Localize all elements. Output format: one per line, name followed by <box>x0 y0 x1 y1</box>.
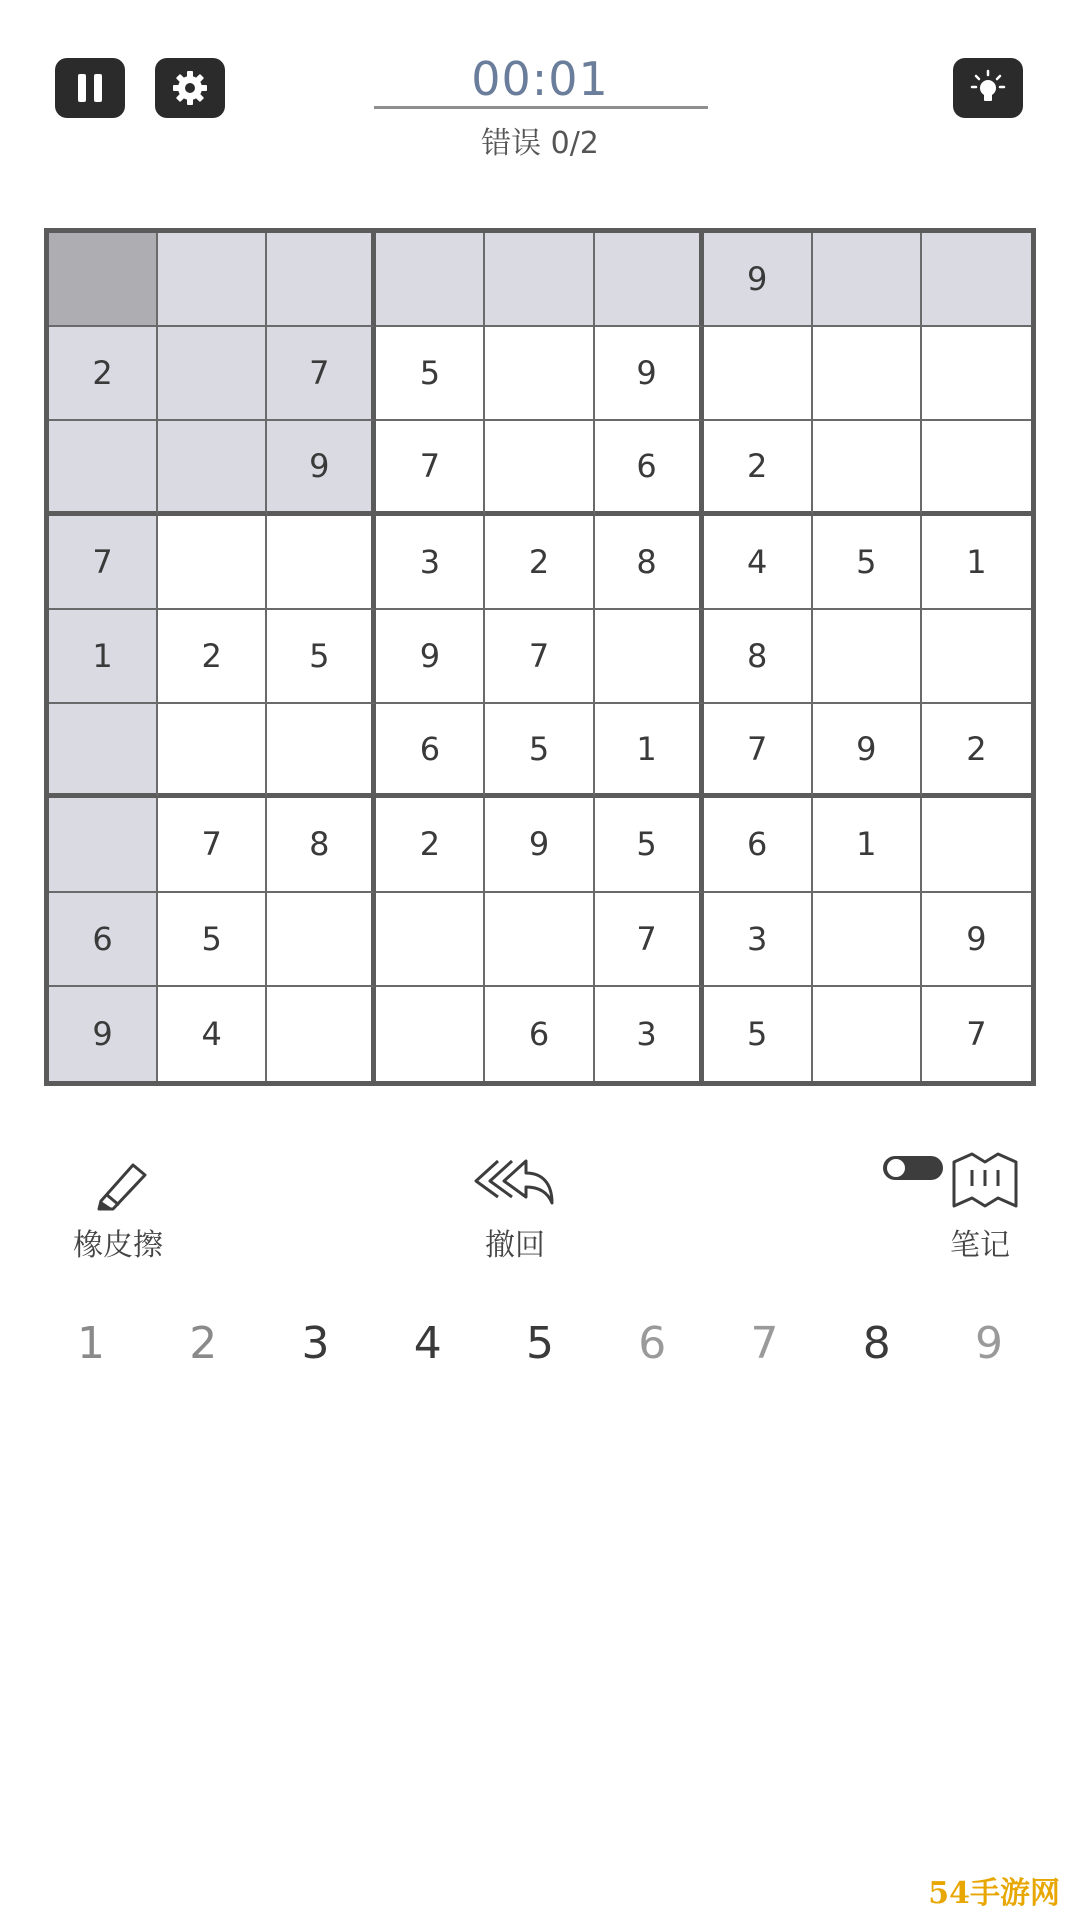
sudoku-cell[interactable] <box>376 233 485 327</box>
number-key-2[interactable]: 2 <box>189 1318 218 1369</box>
sudoku-cell[interactable] <box>813 421 922 515</box>
lightbulb-icon <box>968 68 1008 108</box>
number-pad <box>35 1318 1045 1369</box>
number-key-3[interactable]: 3 <box>301 1318 330 1369</box>
sudoku-cell[interactable]: 5 <box>376 327 485 421</box>
sudoku-cell[interactable]: 9 <box>922 893 1031 987</box>
sudoku-cell[interactable] <box>485 327 594 421</box>
sudoku-cell[interactable]: 7 <box>267 327 376 421</box>
sudoku-cell[interactable]: 7 <box>485 610 594 704</box>
sudoku-cell[interactable]: 3 <box>595 987 704 1081</box>
sudoku-cell[interactable]: 9 <box>267 421 376 515</box>
sudoku-cell[interactable]: 4 <box>704 516 813 610</box>
sudoku-cell[interactable]: 9 <box>49 987 158 1081</box>
sudoku-cell[interactable]: 6 <box>485 987 594 1081</box>
sudoku-cell[interactable]: 2 <box>485 516 594 610</box>
sudoku-cell[interactable]: 1 <box>813 798 922 892</box>
sudoku-cell[interactable]: 2 <box>922 704 1031 798</box>
sudoku-cell[interactable] <box>922 421 1031 515</box>
sudoku-cell[interactable] <box>595 233 704 327</box>
sudoku-cell[interactable]: 8 <box>704 610 813 704</box>
sudoku-cell[interactable]: 5 <box>595 798 704 892</box>
sudoku-cell[interactable]: 1 <box>49 610 158 704</box>
sudoku-cell[interactable]: 7 <box>158 798 267 892</box>
sudoku-cell[interactable]: 7 <box>49 516 158 610</box>
sudoku-cell[interactable] <box>485 893 594 987</box>
sudoku-cell[interactable] <box>49 421 158 515</box>
sudoku-cell[interactable]: 1 <box>595 704 704 798</box>
sudoku-cell[interactable]: 5 <box>813 516 922 610</box>
sudoku-cell[interactable] <box>813 893 922 987</box>
notes-label: 笔记 <box>950 1228 1010 1263</box>
timer-underline <box>374 106 708 109</box>
sudoku-cell[interactable]: 8 <box>595 516 704 610</box>
sudoku-cell[interactable] <box>922 610 1031 704</box>
sudoku-cell[interactable] <box>267 233 376 327</box>
sudoku-cell[interactable]: 5 <box>267 610 376 704</box>
sudoku-cell[interactable]: 7 <box>595 893 704 987</box>
sudoku-cell[interactable] <box>158 233 267 327</box>
sudoku-cell[interactable]: 6 <box>595 421 704 515</box>
sudoku-cell[interactable] <box>922 233 1031 327</box>
number-key-1[interactable]: 1 <box>77 1318 105 1369</box>
notes-toggle-icon[interactable] <box>880 1150 946 1186</box>
number-key-4[interactable]: 4 <box>413 1318 442 1369</box>
timer: 00:01 <box>471 52 609 106</box>
undo-label: 撤回 <box>485 1228 545 1263</box>
mistakes-counter: 错误 0/2 <box>481 126 599 161</box>
sudoku-cell[interactable]: 6 <box>49 893 158 987</box>
hint-button[interactable] <box>953 58 1023 118</box>
sudoku-cell[interactable] <box>922 327 1031 421</box>
number-key-8[interactable]: 8 <box>862 1318 891 1369</box>
sudoku-cell[interactable] <box>813 327 922 421</box>
sudoku-cell[interactable]: 6 <box>376 704 485 798</box>
sudoku-cell[interactable] <box>158 516 267 610</box>
sudoku-cell[interactable] <box>158 421 267 515</box>
sudoku-cell[interactable] <box>595 610 704 704</box>
sudoku-cell[interactable]: 7 <box>376 421 485 515</box>
sudoku-cell[interactable] <box>813 987 922 1081</box>
sudoku-cell[interactable]: 9 <box>704 233 813 327</box>
sudoku-cell[interactable] <box>922 798 1031 892</box>
sudoku-cell[interactable] <box>267 516 376 610</box>
sudoku-cell[interactable]: 8 <box>267 798 376 892</box>
sudoku-cell[interactable]: 5 <box>485 704 594 798</box>
sudoku-board <box>44 228 1036 1086</box>
sudoku-cell[interactable] <box>267 987 376 1081</box>
pencil-eraser-icon <box>83 1151 153 1211</box>
site-watermark: 54手游网 <box>928 1876 1060 1911</box>
sudoku-cell[interactable]: 9 <box>485 798 594 892</box>
sudoku-cell[interactable]: 7 <box>922 987 1031 1081</box>
undo-button[interactable] <box>460 1150 570 1264</box>
sudoku-cell[interactable]: 2 <box>376 798 485 892</box>
sudoku-cell[interactable] <box>49 798 158 892</box>
sudoku-cell[interactable] <box>704 327 813 421</box>
eraser-button[interactable] <box>58 1150 178 1264</box>
sudoku-cell[interactable] <box>267 704 376 798</box>
book-icon <box>950 1150 1020 1212</box>
sudoku-cell[interactable]: 2 <box>158 610 267 704</box>
sudoku-cell[interactable]: 3 <box>376 516 485 610</box>
eraser-label: 橡皮擦 <box>73 1228 163 1263</box>
sudoku-cell[interactable]: 5 <box>158 893 267 987</box>
sudoku-cell[interactable] <box>485 421 594 515</box>
sudoku-grid <box>49 233 1031 1081</box>
sudoku-cell[interactable]: 7 <box>704 704 813 798</box>
sudoku-cell[interactable]: 6 <box>704 798 813 892</box>
number-key-6[interactable]: 6 <box>638 1318 667 1369</box>
sudoku-cell[interactable]: 3 <box>704 893 813 987</box>
number-key-7[interactable]: 7 <box>750 1318 779 1369</box>
sudoku-cell[interactable] <box>49 233 158 327</box>
sudoku-cell[interactable]: 4 <box>158 987 267 1081</box>
sudoku-cell[interactable]: 9 <box>595 327 704 421</box>
sudoku-cell[interactable]: 9 <box>376 610 485 704</box>
sudoku-cell[interactable]: 2 <box>704 421 813 515</box>
sudoku-cell[interactable] <box>158 327 267 421</box>
number-key-9[interactable]: 9 <box>975 1318 1003 1369</box>
sudoku-cell[interactable] <box>376 987 485 1081</box>
sudoku-cell[interactable]: 9 <box>813 704 922 798</box>
sudoku-cell[interactable] <box>485 233 594 327</box>
sudoku-cell[interactable] <box>376 893 485 987</box>
sudoku-cell[interactable] <box>813 610 922 704</box>
notes-button[interactable] <box>860 1150 1020 1264</box>
number-key-5[interactable]: 5 <box>526 1318 554 1369</box>
undo-icon <box>470 1151 560 1211</box>
sudoku-cell[interactable]: 1 <box>922 516 1031 610</box>
sudoku-cell[interactable] <box>158 704 267 798</box>
sudoku-cell[interactable] <box>813 233 922 327</box>
sudoku-cell[interactable]: 5 <box>704 987 813 1081</box>
sudoku-cell[interactable]: 2 <box>49 327 158 421</box>
sudoku-cell[interactable] <box>49 704 158 798</box>
sudoku-cell[interactable] <box>267 893 376 987</box>
